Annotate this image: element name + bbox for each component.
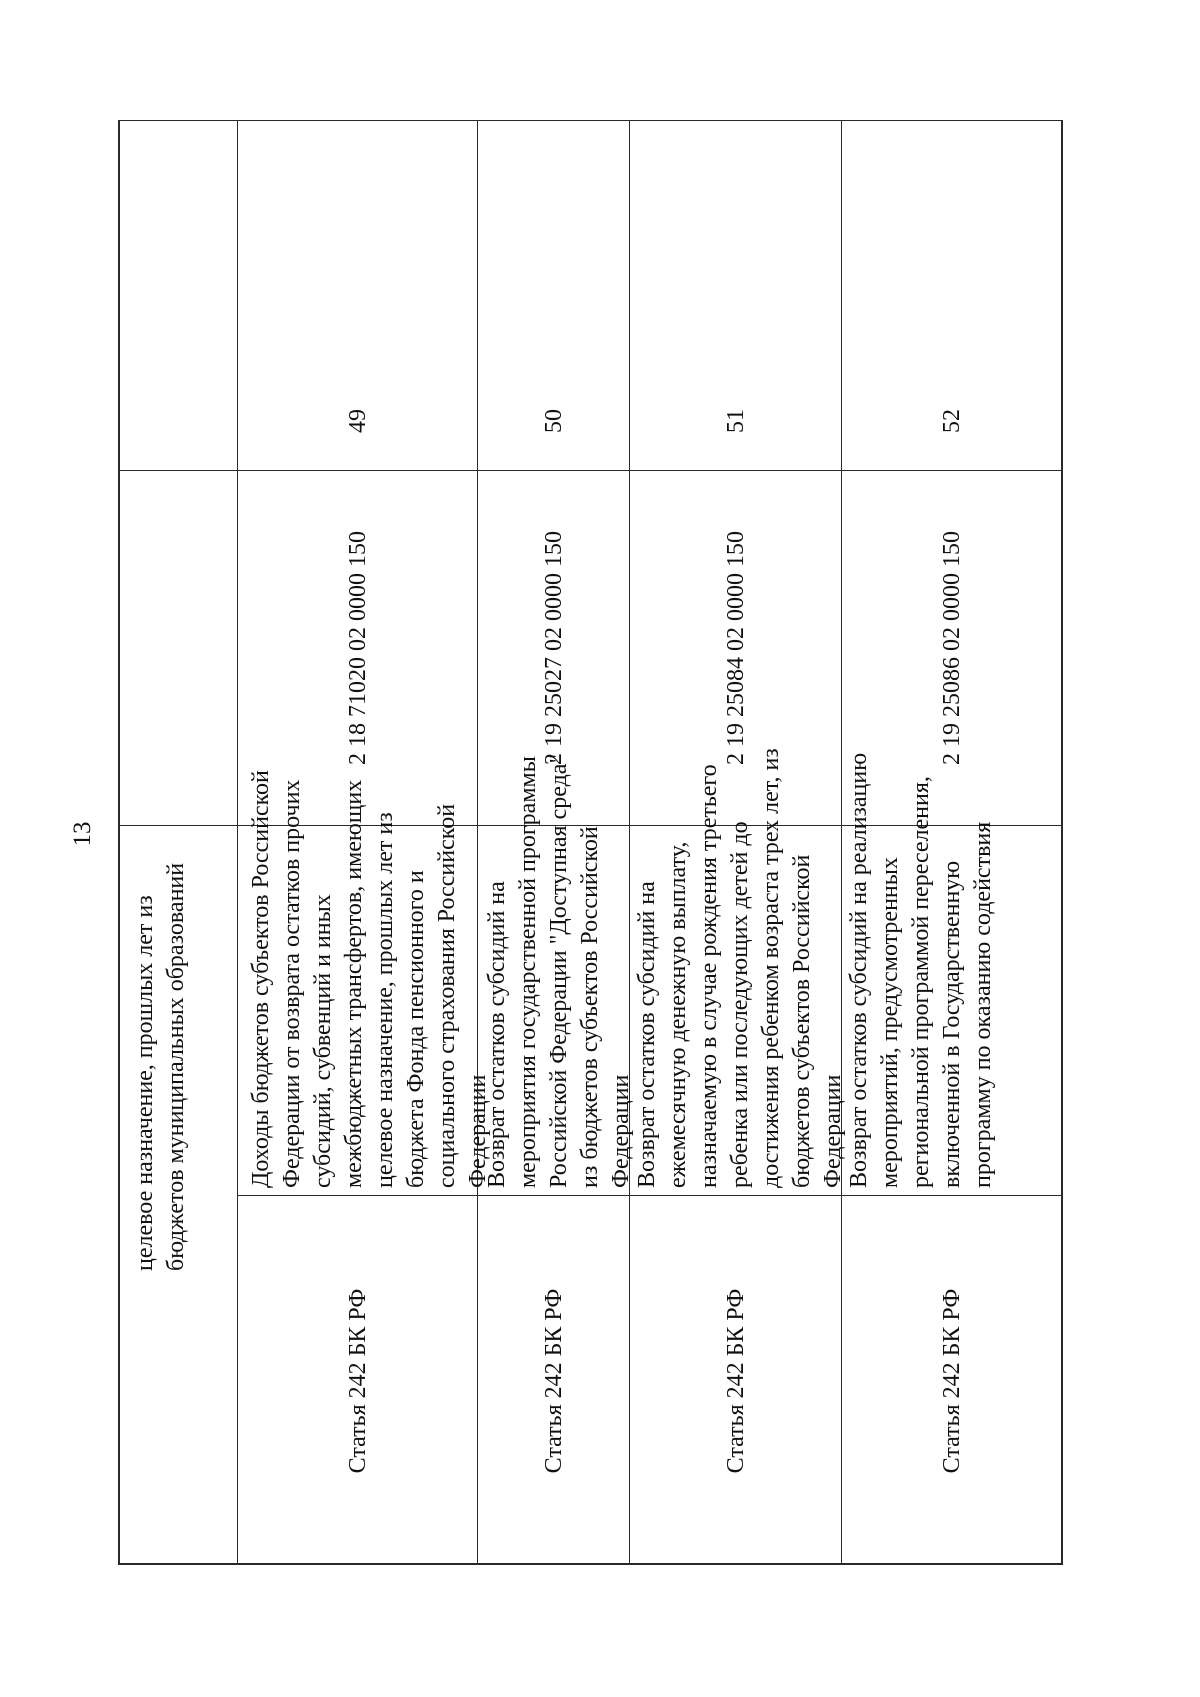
legal-basis: Статья 242 БК РФ (938, 1288, 965, 1474)
description-line: ребенка или последующих детей до (727, 821, 753, 1188)
legal-basis: Статья 242 БК РФ (722, 1288, 749, 1474)
description-line: целевое назначение, прошлых лет из (132, 895, 158, 1271)
description-line: Российской Федерации "Доступная среда" (546, 753, 572, 1188)
budget-code: 2 18 71020 02 0000 150 (344, 531, 371, 765)
description-line: назначаемую в случае рождения третьего (696, 764, 722, 1188)
description-line: Федерации (820, 1074, 846, 1188)
cell-num (630, 121, 841, 471)
cell-basis (842, 1196, 1061, 1566)
table-row (238, 121, 491, 1563)
cell-num (478, 121, 629, 471)
description-line: Возврат остатков субсидий на (634, 881, 660, 1188)
row-number: 51 (722, 409, 749, 433)
row-number: 49 (344, 409, 371, 433)
budget-code: 2 19 25084 02 0000 150 (722, 531, 749, 765)
budget-code: 2 19 25027 02 0000 150 (540, 531, 567, 765)
description-line: бюджетов муниципальных образований (163, 862, 189, 1271)
description-line: Возврат остатков субсидий на реализацию (846, 752, 872, 1188)
description-line: региональной программой переселения, (908, 776, 934, 1188)
cell-basis (630, 1196, 841, 1566)
description-line: Возврат остатков субсидий на (484, 881, 510, 1188)
cell-description (630, 748, 846, 1196)
description-text (246, 770, 494, 1188)
description-line: Федерации от возврата остатков прочих (279, 779, 305, 1188)
description-line: мероприятия государственной программы (515, 756, 541, 1188)
description-line: целевое назначение, прошлых лет из (372, 812, 398, 1188)
description-line: достижения ребенком возраста трех лет, из (758, 748, 784, 1188)
row-number: 52 (938, 409, 965, 433)
cell-basis (238, 1196, 477, 1566)
table-row-continuation (120, 121, 238, 1563)
row-number: 50 (540, 409, 567, 433)
description-line: социального страхования Российской (434, 803, 460, 1188)
cell-description (478, 753, 634, 1196)
description-text (844, 753, 999, 1188)
cell-basis (478, 1196, 629, 1566)
cell-code (120, 471, 237, 826)
cell-description (120, 826, 237, 1566)
cell-num (842, 121, 1061, 471)
description-line: субсидий, субвенций и иных (310, 894, 336, 1188)
description-line: межбюджетных трансфертов, имеющих (341, 779, 367, 1188)
description-line: Доходы бюджетов субъектов Российской (248, 770, 274, 1188)
table-row (842, 121, 1061, 1563)
description-line: мероприятий, предусмотренных (877, 857, 903, 1188)
description-line: включенной в Государственную (939, 860, 965, 1188)
legal-basis: Статья 242 БК РФ (540, 1288, 567, 1474)
description-line: из бюджетов субъектов Российской (577, 826, 603, 1188)
description-text (130, 863, 192, 1271)
table-row (630, 121, 846, 1563)
rotated-table (118, 120, 1063, 1565)
table-row (478, 121, 634, 1563)
legal-basis: Статья 242 БК РФ (344, 1288, 371, 1474)
description-line: бюджета Фонда пенсионного и (403, 870, 429, 1188)
cell-description (842, 752, 1061, 1196)
description-line: программу по оказанию содействия (970, 821, 996, 1188)
description-line: Федерации (465, 1074, 491, 1188)
cell-num (120, 121, 237, 471)
description-line: ежемесячную денежную выплату, (665, 841, 691, 1188)
cell-num (238, 121, 477, 471)
description-text (632, 748, 849, 1188)
description-text (482, 754, 637, 1188)
page-number: 13 (69, 821, 96, 847)
description-line: бюджетов субъектов Российской (789, 854, 815, 1188)
description-line: Федерации (608, 1074, 634, 1188)
cell-description (238, 770, 491, 1196)
budget-code: 2 19 25086 02 0000 150 (938, 531, 965, 765)
